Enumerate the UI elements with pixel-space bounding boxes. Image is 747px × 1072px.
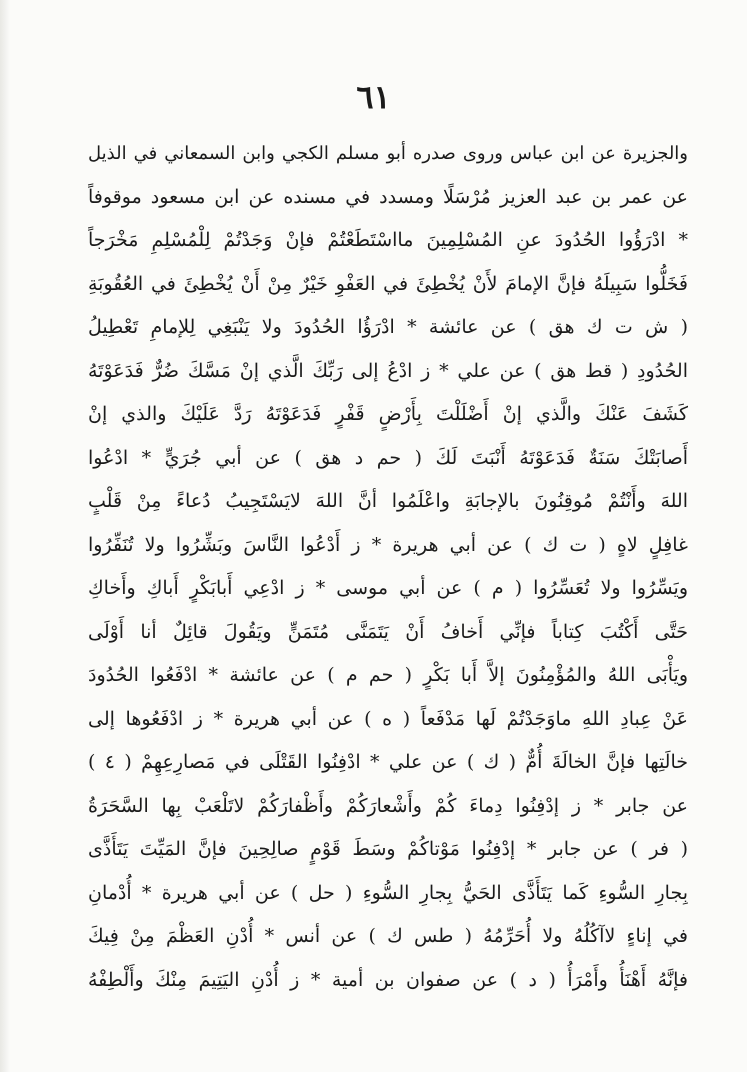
text-line: حَتَّى أَكْتُبَ كِتاباً فإنِّي أَخافُ أَنْ يَتَمَنَّى مُتَمَنٍّ ويَقُولَ قائِلٌ أنا أَوْلَى — [88, 620, 688, 643]
text-line: فإنَّهُ أَهْنَأُ وأَمْرَأُ ( د ) عن صفوان بن أمية * ز أُدْنِ اليَتِيمَ مِنْكَ وأَلْطِفْهُ — [88, 968, 688, 991]
text-line: والجزيرة عن ابن عباس وروى صدره أبو مسلم الكجي وابن السمعاني في الذيل — [88, 143, 688, 164]
page-edge-shadow — [0, 0, 10, 1072]
text-line: ويَسِّرُوا ولا تُعَسِّرُوا ( م ) عن أبي موسى * ز ادْعِي أَبابَكْرٍ أَباكِ وأَخاكِ — [88, 577, 688, 599]
text-line: أَصابَتْكَ سَنَةٌ فَدَعَوْتَهُ أَنْبَتَ لَكَ ( حم د هق ) عن أبي جُرَيٍّ * ادْعُوا — [88, 446, 688, 469]
text-line: الحُدُودِ ( قط هق ) عن علي * ز ادْعُ إلى رَبِّكَ الَّذي إنْ مَسَّكَ ضُرٌّ فَدَعَوْتَهُ — [88, 359, 688, 382]
text-line: كَشَفَ عَنْكَ والَّذي إنْ أَضْلَلْتَ بِأَرْضٍ قَفْرٍ فَدَعَوْتَهُ رَدَّ عَلَيْكَ والذي إنْ — [88, 403, 688, 425]
text-line: اللهَ وأَنْتُمْ مُوقِنُونَ بالإجابَةِ واعْلَمُوا أنَّ اللهَ لايَسْتَجِيبُ دُعاءً مِنْ قَلْبٍ — [88, 490, 688, 512]
text-line: ( ش ت ك هق ) عن عائشة * ادْرَؤُا الحُدُودَ ولا يَنْبَغِي لِلإمامِ تَعْطِيلُ — [88, 316, 688, 338]
text-line: عن جابر * ز إدْفِنُوا دِماءَ كُمْ وأَشْعارَكُمْ وأَظْفارَكُمْ لاتَلْعَبْ بِها السَّحَرَةُ — [88, 794, 688, 817]
page-number: ٦١ — [356, 78, 391, 116]
page-text-body — [88, 132, 688, 1002]
text-line: فَخَلُّوا سَبِيلَهُ فإنَّ الإمامَ لأَنْ يُخْطِئَ في العَفْوِ خَيْرٌ مِنْ أَنْ يُخْطِئَ في العُقُوبَةِ — [88, 272, 688, 295]
text-line: بِجارِ السُّوءِ كَما يَتَأَذَّى الحَيُّ بِجارِ السُّوءِ ( حل ) عن أبي هريرة * أُدْمانِ — [88, 881, 688, 904]
text-line: ( فر ) عن جابر * إدْفِنُوا مَوْتاكُمْ وسَطَ قَوْمٍ صالِحِينَ فإنَّ المَيِّتَ يَتَأَذَّى — [88, 838, 688, 860]
text-line: في إناءٍ لاآكُلُهُ ولا أُحَرِّمُهُ ( طس ك ) عن أنس * أُدْنِ العَظْمَ مِنْ فِيكَ — [88, 925, 688, 947]
text-line: عَنْ عِبادِ اللهِ ماوَجَدْتُمْ لَها مَدْفَعاً ( ه ) عن أبي هريرة * ز ادْفَعُوها إلى — [88, 707, 688, 730]
text-line: ويَأْبَى اللهُ والمُؤْمِنُونَ إلاَّ أَبا بَكْرٍ ( حم م ) عن عائشة * ادْفَعُوا الحُدُودَ — [88, 664, 688, 686]
text-line: عن عمر بن عبد العزيز مُرْسَلًا ومسدد في مسنده عن ابن مسعود موقوفاً — [88, 185, 688, 208]
text-line: خالَتِها فإنَّ الخالَةَ أُمٌّ ( ك ) عن علي * ادْفِنُوا القَتْلَى في مَصارِعِهِمْ ( ٤ ) — [88, 751, 688, 773]
text-line: * ادْرَؤُوا الحُدُودَ عنِ المُسْلِمِينَ مااسْتَطَعْتُمْ فإنْ وَجَدْتُمْ لِلْمُسْلِمِ مَخْرَجاً — [88, 229, 688, 251]
text-line: غافِلٍ لاهٍ ( ت ك ) عن أبي هريرة * ز أَدْعُوا النَّاسَ وبَشِّرُوا ولا تُنَفِّرُوا — [88, 533, 688, 556]
